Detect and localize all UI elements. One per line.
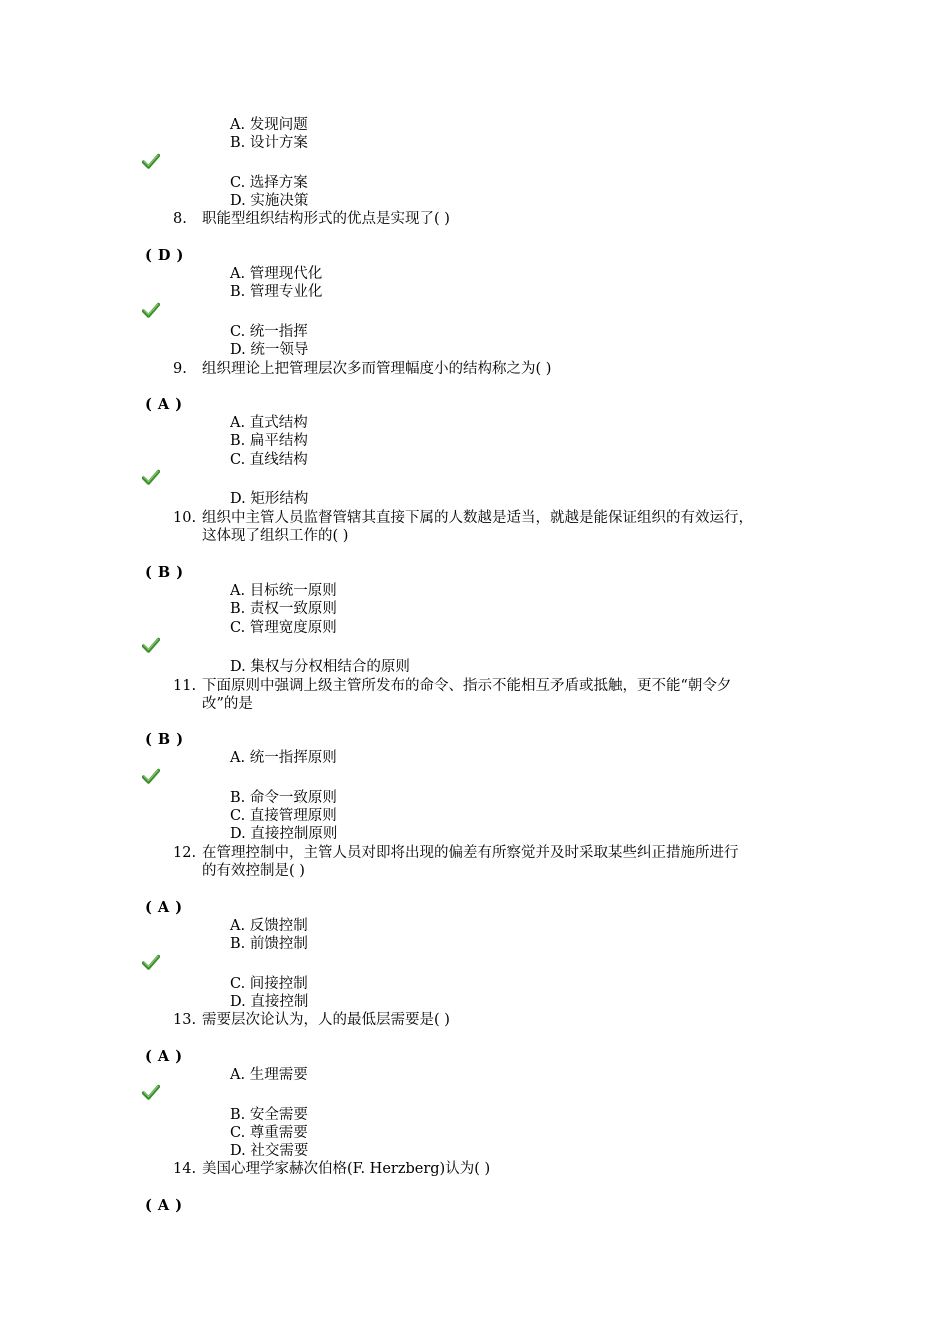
question-stem-line1: 下面原则中强调上级主管所发布的命令、指示不能相互矛盾或抵触，更不能“朝令夕 — [202, 678, 732, 694]
question-number: 13. — [173, 1012, 197, 1028]
option-d: D. 直接控制 — [230, 994, 309, 1010]
answer-label: ( A ) — [145, 1197, 183, 1214]
answer-label: ( B ) — [145, 731, 184, 748]
question-number: 14. — [173, 1161, 197, 1177]
option-c: C. 直线结构 — [230, 452, 308, 468]
option-d: D. 实施决策 — [230, 193, 309, 209]
answer-label: ( B ) — [145, 564, 184, 581]
answer-label: ( A ) — [145, 396, 183, 413]
question-stem: 需要层次论认为，人的最低层需要是( ) — [202, 1012, 450, 1028]
option-a: A. 反馈控制 — [230, 918, 308, 934]
option-c: C. 管理宽度原则 — [230, 620, 337, 636]
check-icon — [142, 469, 160, 485]
option-b: B. 扁平结构 — [230, 433, 308, 449]
question-number: 11. — [173, 678, 197, 694]
option-a: A. 发现问题 — [230, 117, 308, 133]
option-b: B. 设计方案 — [230, 135, 308, 151]
question-stem-line2: 改”的是 — [202, 696, 253, 712]
option-a: A. 目标统一原则 — [230, 583, 337, 599]
check-icon — [142, 302, 160, 318]
question-stem-line2: 的有效控制是( ) — [202, 863, 305, 879]
question-number: 9. — [173, 361, 187, 377]
option-c: C. 统一指挥 — [230, 324, 308, 340]
check-icon — [142, 637, 160, 653]
option-d: D. 集权与分权相结合的原则 — [230, 659, 410, 675]
option-d: D. 矩形结构 — [230, 491, 309, 507]
question-stem-line2: 这体现了组织工作的( ) — [202, 528, 349, 544]
option-d: D. 直接控制原则 — [230, 826, 338, 842]
answer-label: ( A ) — [145, 899, 183, 916]
option-d: D. 社交需要 — [230, 1143, 309, 1159]
check-icon — [142, 153, 160, 169]
question-stem: 美国心理学家赫次伯格(F. Herzberg)认为( ) — [202, 1161, 491, 1177]
answer-label: ( A ) — [145, 1048, 183, 1065]
question-stem-line1: 在管理控制中，主管人员对即将出现的偏差有所察觉并及时采取某些纠正措施所进行 — [202, 845, 739, 861]
question-number: 12. — [173, 845, 197, 861]
option-a: A. 生理需要 — [230, 1067, 308, 1083]
check-icon — [142, 768, 160, 784]
option-b: B. 命令一致原则 — [230, 790, 337, 806]
option-d: D. 统一领导 — [230, 342, 309, 358]
option-b: B. 前馈控制 — [230, 936, 308, 952]
option-b: B. 安全需要 — [230, 1107, 308, 1123]
option-a: A. 统一指挥原则 — [230, 750, 337, 766]
check-icon — [142, 1084, 160, 1100]
answer-label: ( D ) — [145, 247, 184, 264]
option-c: C. 尊重需要 — [230, 1125, 308, 1141]
question-stem: 职能型组织结构形式的优点是实现了( ) — [202, 211, 450, 227]
question-number: 8. — [173, 211, 187, 227]
option-c: C. 直接管理原则 — [230, 808, 337, 824]
question-number: 10. — [173, 510, 197, 526]
check-icon — [142, 954, 160, 970]
option-c: C. 间接控制 — [230, 976, 308, 992]
question-stem: 组织理论上把管理层次多而管理幅度小的结构称之为( ) — [202, 361, 552, 377]
option-a: A. 管理现代化 — [230, 266, 323, 282]
question-stem-line1: 组织中主管人员监督管辖其直接下属的人数越是适当，就越是能保证组织的有效运行， — [202, 510, 753, 526]
option-c: C. 选择方案 — [230, 175, 308, 191]
option-b: B. 管理专业化 — [230, 284, 323, 300]
option-b: B. 责权一致原则 — [230, 601, 337, 617]
option-a: A. 直式结构 — [230, 415, 308, 431]
